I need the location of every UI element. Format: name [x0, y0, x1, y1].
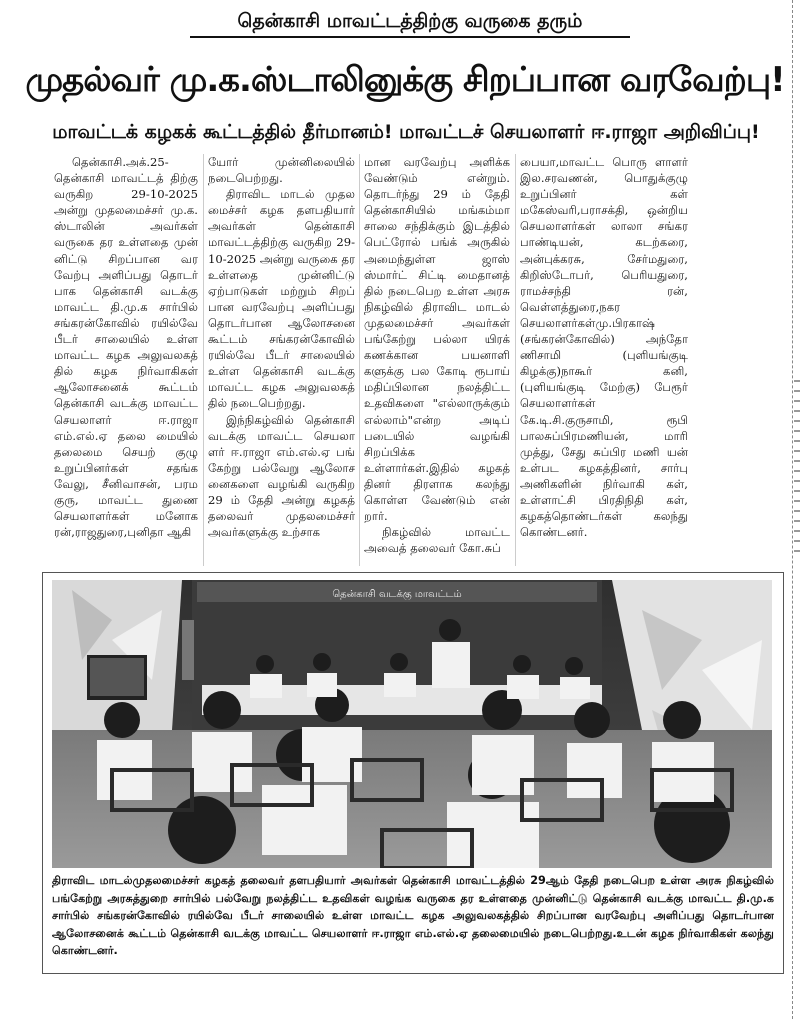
column-3-paragraph: நிகழ்வில் மாவட்ட அவைத் தலைவர் கோ.சுப் — [364, 525, 510, 556]
article-column-1 — [54, 154, 198, 566]
column-divider — [203, 154, 204, 566]
column-divider — [515, 154, 516, 566]
column-divider — [359, 154, 360, 566]
column-2-paragraph: இந்நிகழ்வில் தென்காசி வடக்கு மாவட்ட செயலா ளர் ஈ.ராஜா எம்.எல்.ஏ பங் கேற்று பல்வேறு ஆலோச னைகளை வழங்கி வருகிற 29 ம் தேதி அன்று கழகத் தலைவர் முதலமைச்சர் அவர்களுக்கு உற்சாக — [208, 412, 355, 540]
article-column-3 — [364, 154, 510, 566]
adjacent-article-fragment — [794, 380, 800, 560]
headline: முதல்வர் மு.க.ஸ்டாலினுக்கு சிறப்பான வரவேற்பு! — [25, 60, 785, 100]
column-3-paragraph: மான வரவேற்பு அளிக்க வேண்டும் என்றும். தொடர்ந்து 29 ம் தேதி தென்காசியில் மங்கம்மா சாலை சந்திக்கும் இடத்தில் பெட்ரோல் பங்க் அருகில் அமைந்துள்ள ஜாஸ் ஸ்மார்ட் சிட்டி மைதானத் தில் நடைபெற உள்ள அரசு நிகழ்வில் திராவிட மாடல் முதலமைச்சர் அவர்கள் பங்கேற்று பல்லா யிரக் கணக்கான பயனாளி களுக்கு பல கோடி ரூபாய் மதிப்பிலான நலத்திட்ட உதவிகளை "எல்லாருக்கும் எல்லாம்"என்ற அடிப் படையில் வழங்கி சிறப்பிக்க உள்ளார்கள்.இதில் கழகத் தினர் திரளாக கலந்து கொள்ள வேண்டும் என் றார். — [364, 155, 510, 524]
column-2-paragraph: திராவிட மாடல் முதல மைச்சர் கழக தளபதியார் அவர்கள் தென்காசி மாவட்டத்திற்கு வருகிற 29-10-2025 அன்று வருகை தர உள்ளதை முன்னிட்டு ஏற்பாடுகள் மற்றும் சிறப் பான வரவேற்பு அளிப்பது தொடர்பான ஆலோசனை கூட்டம் சங்கரன்கோவில் ரயில்வே பீடர் சாலையில் உள்ள தென்காசி வடக்கு மாவட்ட கழக அலுவலகத் தில் நடைபெற்றது. — [208, 187, 355, 411]
column-4-paragraph: பையா,மாவட்ட பொரு ளாளர் இல.சரவணன், பொதுக்குழு உறுப்பினர் கள் மகேஸ்வரி,பராசக்தி, ஒன்றிய செயலாளர்கள் லாலா சங்கர பாண்டியன், கடற்கரை, அன்புக்கரசு, சேர்மதுரை, கிறிஸ்டோபர், பெரியதுரை, ராமச்சந்தி ரன், வெள்ளத்துரை,நகர செயலாளர்கள்மு.பிரகாஷ் (சங்கரன்கோவில்) அந்தோ ணிசாமி (புளியங்குடி கிழக்கு)நாகூர் கனி, (புளியங்குடி மேற்கு) பேரூர் செயலாளர்கள் கே.டி.சி.குருசாமி, ரூபி பாலசுப்பிரமணியன், மாரி முத்து, சேது சுப்பிர மணி யன் உள்பட கழகத்தினர், சார்பு அணிகளின் நிர்வாகி கள், உள்ளாட்சி பிரதிநிதி கள், கழகத்தொண்டர்கள் கலந்து கொண்டனர். — [520, 155, 688, 540]
photo-banner-text: தென்காசி வடக்கு மாவட்டம் — [332, 589, 462, 600]
article-column-2 — [208, 154, 355, 566]
article-column-4 — [520, 154, 688, 566]
column-2-paragraph: யோர் முன்னிலையில் நடைபெற்றது. — [208, 155, 355, 186]
meeting-photo-illustration — [52, 580, 772, 868]
photo-caption: திராவிட மாடல்முதலமைச்சர் கழகத் தலைவர் தளபதியார் அவர்கள் தென்காசி மாவட்டத்தில் 29ஆம் தேதி நடைபெற உள்ள அரசு நிகழ்வில் பங்கேற்று அரசுத்துறை சார்பில் பல்வேறு நலத்திட்ட உதவிகள் வழங்க வருகை தர உள்ளதை முன்னிட்டு தென்காசி வடக்கு மாவட்ட தி.மு.க சார்பில் சங்கரன்கோவில் ரயில்வே பீடர் சாலையில் உள்ள மாவட்ட கழக அலுவலகத்தில் சிறப்பான வரவேற்பு அளிப்பது தொடர்பான ஆலோசனைக் கூட்டம் தென்காசி வடக்கு மாவட்ட செயலாளர் ஈ.ராஜா எம்.எல்.ஏ தலைமையில் நடைபெற்றது.உடன் கழக நிர்வாகிகள் கலந்து கொண்டனர். — [52, 874, 774, 957]
kicker-line: தென்காசி மாவட்டத்திற்கு வருகை தரும் — [190, 6, 630, 38]
column-1-paragraph: தென்காசி.அக்.25- தென்காசி மாவட்டத் திற்கு வருகிற 29-10-2025 அன்று முதலமைச்சர் மு.க. ஸ்டாலின் அவர்கள் வருகை தர உள்ளதை முன் னிட்டு சிறப்பான வர வேற்பு அளிப்பது தொடர் பாக தென்காசி வடக்கு மாவட்ட தி.மு.க சார்பில் சங்கரன்கோவில் ரயில்வே பீடர் சாலையில் உள்ள மாவட்ட கழக அலுவலகத் தில் கழக நிர்வாகிகள் ஆலோசனைக் கூட்டம் தென்காசி வடக்கு மாவட்ட செயலாளர் ஈ.ராஜா எம்.எல்.ஏ தலை மையில் தலைமை செயற் குழு உறுப்பினர்கள் சதங்க வேலு, சீனிவாசன், பரம குரு, மாவட்ட துணை செயலாளர்கள் மனோக ரன்,ராஜதுரை,புனிதா ஆகி — [54, 155, 198, 540]
meeting-photo — [52, 580, 772, 868]
subheadline: மாவட்டக் கழகக் கூட்டத்தில் தீர்மானம்! மாவட்டச் செயலாளர் ஈ.ராஜா அறிவிப்பு! — [52, 121, 760, 143]
